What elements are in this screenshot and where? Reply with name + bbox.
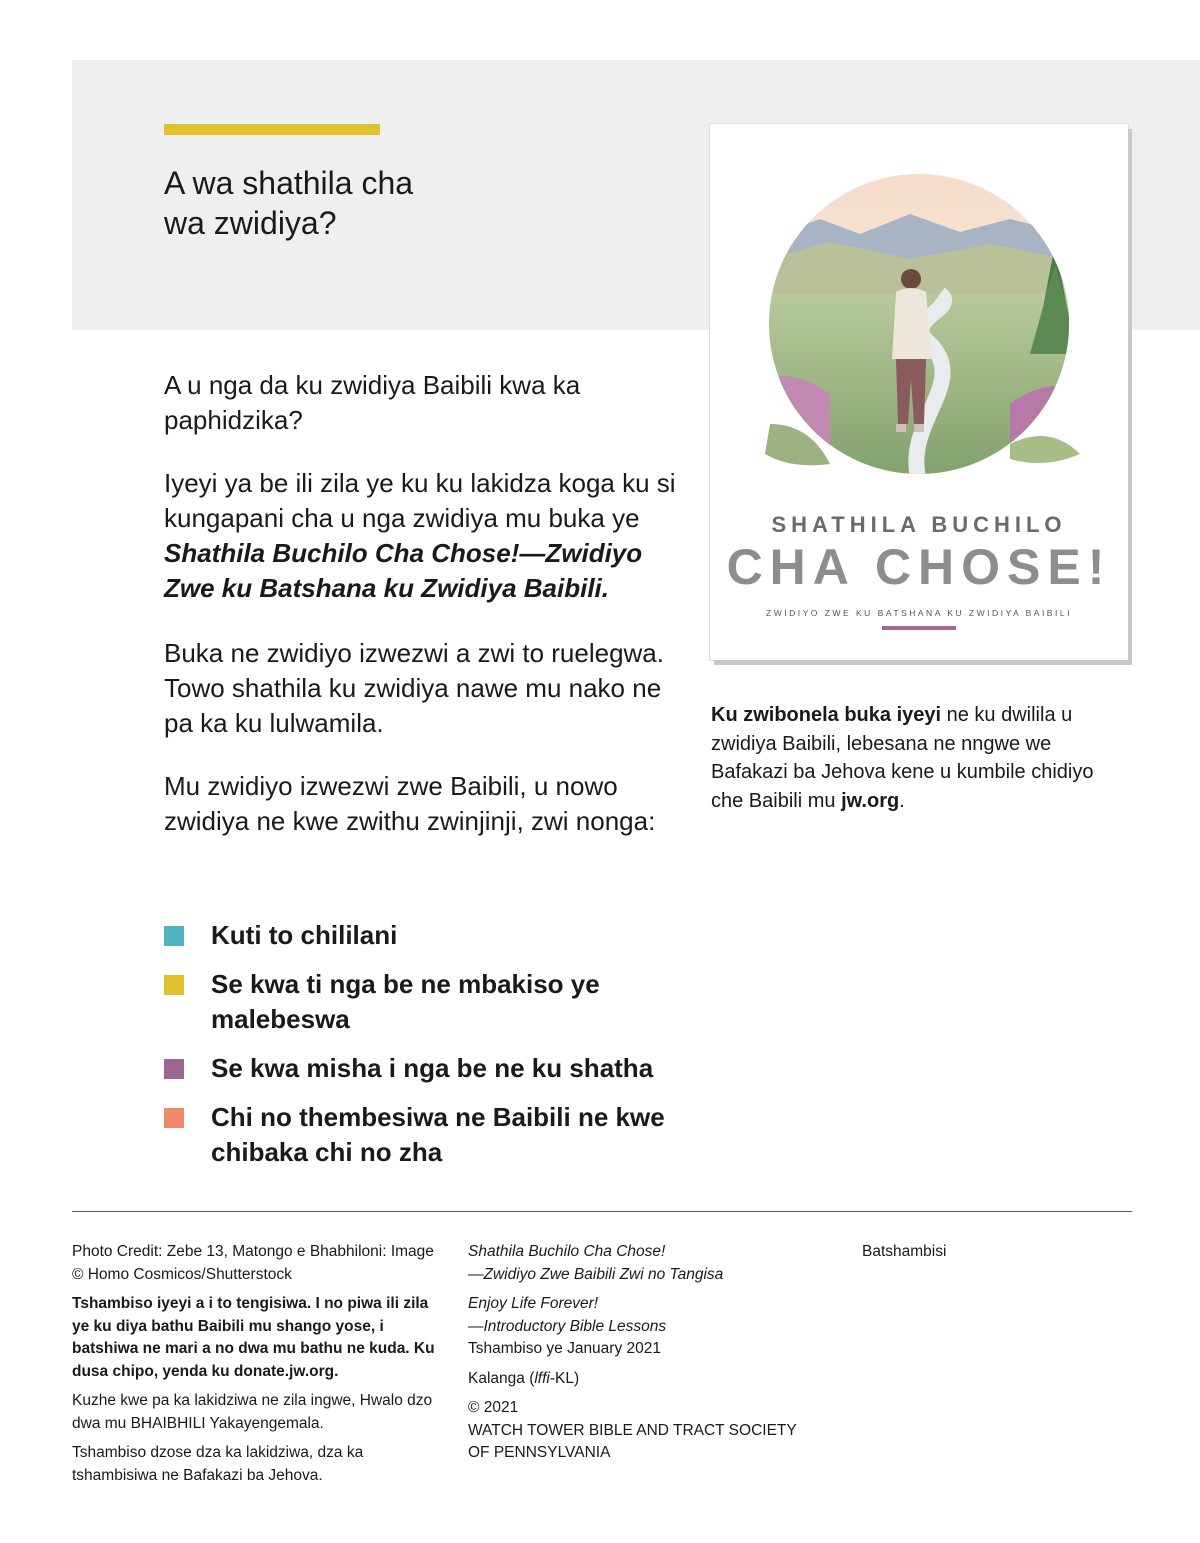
bullet-square-icon	[164, 975, 184, 995]
footer-col-3	[862, 1241, 1142, 1271]
book-subtitle: ZWIDIYO ZWE KU BATSHANA KU ZWIDIYA BAIBILI	[766, 608, 1072, 618]
bullet-square-icon	[164, 1108, 184, 1128]
intro-paragraph: A u nga da ku zwidiya Baibili kwa ka paphidzika?	[164, 370, 581, 435]
list-item-text: Kuti to chililani	[211, 920, 398, 950]
publisher-stamp-label: Batshambisi	[862, 1243, 947, 1260]
jw-org-link[interactable]: jw.org	[841, 789, 900, 812]
free-paragraph: Buka ne zwidiyo izwezwi a zwi to ruelegwa. Towo shathila ku zwidiya nawe mu nako ne pa ka ku lulwamila.	[164, 638, 664, 738]
topics-list	[164, 918, 704, 1184]
footer-col-2	[468, 1241, 818, 1472]
bullet-square-icon	[164, 1059, 184, 1079]
footer-col-1	[72, 1241, 442, 1494]
book-title-small: SHATHILA BUCHILO	[771, 512, 1067, 537]
bullet-square-icon	[164, 926, 184, 946]
page-title	[164, 163, 584, 243]
list-item-text: Se kwa ti nga be ne mbakiso ye malebeswa	[211, 969, 600, 1034]
title-kalanga-line1: Shathila Buchilo Cha Chose!	[468, 1243, 666, 1260]
side-bold-lead: Ku zwibonela buka iyeyi	[711, 704, 942, 726]
photo-credit: Photo Credit: Zebe 13, Matongo e Bhabhiloni: Image © Homo Cosmicos/Shutterstock	[72, 1243, 434, 1283]
list-item	[164, 1051, 704, 1086]
society-line1: WATCH TOWER BIBLE AND TRACT SOCIETY	[468, 1421, 797, 1439]
book-cover-illustration	[710, 124, 1128, 504]
book-cover	[710, 124, 1128, 660]
topics-intro-paragraph: Mu zwidiyo izwezwi zwe Baibili, u nowo zwidiya ne kwe zwithu zwinjinji, zwi nonga:	[164, 771, 656, 836]
title-kalanga-line2: —Zwidiyo Zwe Baibili Zwi no Tangisa	[468, 1265, 724, 1283]
donation-note: Tshambiso iyeyi a i to tengisiwa. I no piwa ili zila ye ku diya bathu Baibili mu shango yose, i batshiwa ne mari a no dwa mu bathu ne kuda. Ku dusa chipo, yenda ku donate.jw.org.	[72, 1295, 435, 1380]
copyright-year: © 2021	[468, 1399, 519, 1416]
accent-bar	[164, 124, 380, 135]
footer-divider	[72, 1211, 1132, 1212]
language-name: Kalanga (	[468, 1369, 535, 1387]
language-symbol: lffi	[534, 1369, 550, 1387]
side-end: .	[899, 789, 905, 812]
book-offer-text: Iyeyi ya be ili zila ye ku ku lakidza koga ku si kungapani cha u nga zwidiya mu buka ye	[164, 468, 676, 533]
side-text: ne ku dwilila u zwidiya Baibili, lebesana ne nngwe we Bafakazi ba Jehova kene u kumbile chidiyo che Baibili mu	[711, 704, 1094, 812]
title-english-line1: Enjoy Life Forever!	[468, 1295, 599, 1312]
book-title-large: CHA CHOSE!	[726, 539, 1112, 595]
publisher-note: Tshambiso dzose dza ka lakidziwa, dza ka tshambisiwa ne Bafakazi ba Jehova.	[72, 1444, 364, 1484]
book-full-title: Shathila Buchilo Cha Chose!—Zwidiyo Zwe ku Batshana ku Zwidiya Baibili.	[164, 538, 643, 603]
list-item	[164, 967, 704, 1037]
list-item	[164, 1100, 704, 1170]
language-code	[468, 1368, 818, 1391]
copyright	[468, 1397, 818, 1465]
bible-version-note: Kuzhe kwe pa ka lakidziwa ne zila ingwe, Hwalo dzo dwa mu BHAIBHILI Yakayengemala.	[72, 1392, 433, 1432]
language-suffix: -KL)	[549, 1369, 580, 1387]
edition-date: Tshambiso ye January 2021	[468, 1340, 662, 1357]
page-title-line2: wa zwidiya?	[164, 205, 337, 241]
title-english-line2: —Introductory Bible Lessons	[468, 1317, 667, 1335]
book-underline	[882, 626, 956, 630]
list-item-text: Chi no thembesiwa ne Baibili ne kwe chibaka chi no zha	[211, 1102, 665, 1167]
title-kalanga	[468, 1241, 818, 1286]
list-item	[164, 918, 704, 953]
title-english-block	[468, 1293, 818, 1361]
society-line2: OF PENNSYLVANIA	[468, 1444, 611, 1461]
book-offer-paragraph	[164, 466, 684, 606]
page-title-line1: A wa shathila cha	[164, 165, 414, 201]
request-study-paragraph	[711, 701, 1131, 815]
list-item-text: Se kwa misha i nga be ne ku shatha	[211, 1053, 654, 1083]
